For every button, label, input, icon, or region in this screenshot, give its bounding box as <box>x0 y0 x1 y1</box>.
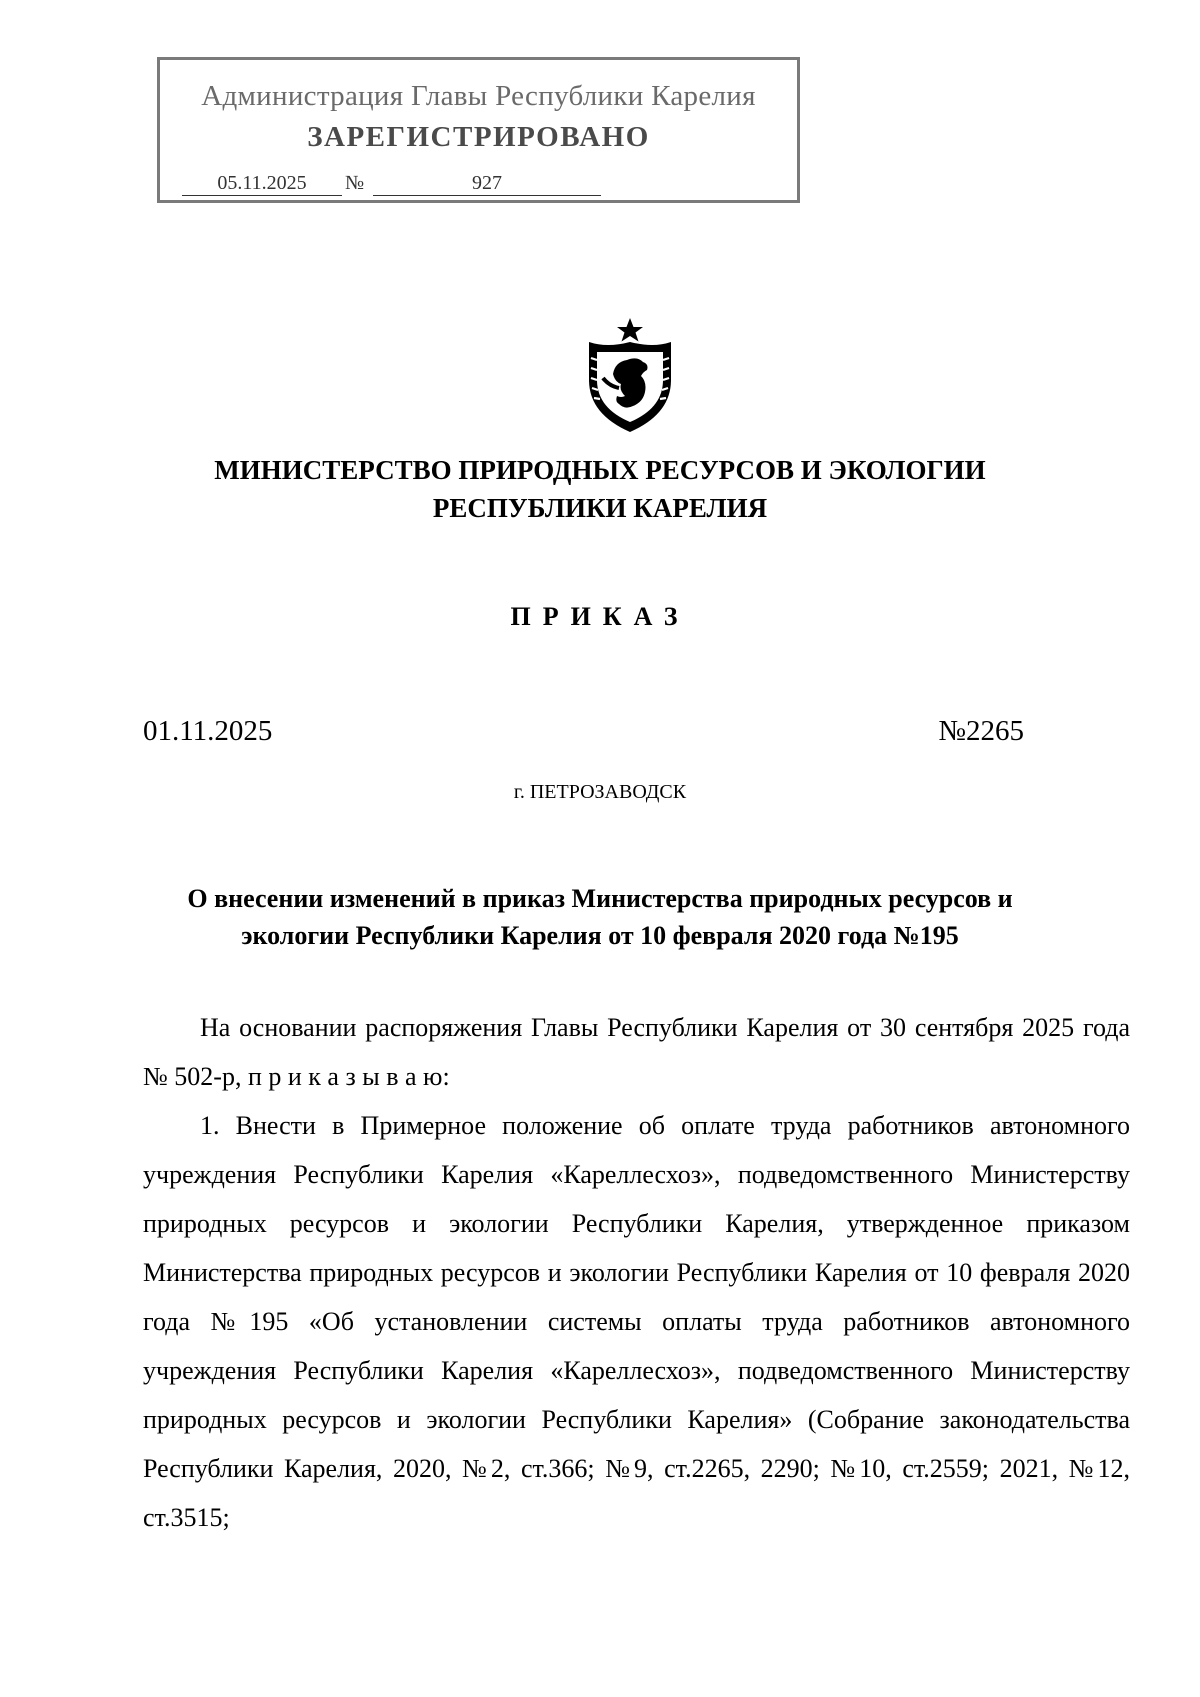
document-type: ПРИКАЗ <box>510 602 690 631</box>
stamp-number: 927 <box>373 172 601 196</box>
body-paragraph-1-block <box>143 1003 1130 1101</box>
stamp-title: Администрация Главы Республики Карелия <box>201 80 756 112</box>
order-date: 01.11.2025 <box>143 715 273 747</box>
city: г. ПЕТРОЗАВОДСК <box>513 781 687 803</box>
subject-line-1: О внесении изменений в приказ Министерства природных ресурсов и <box>187 884 1013 913</box>
stamp-date: 05.11.2025 <box>182 172 342 196</box>
ministry-line-1: МИНИСТЕРСТВО ПРИРОДНЫХ РЕСУРСОВ И ЭКОЛОГИИ <box>214 455 986 485</box>
subject-line-2: экологии Республики Карелия от 10 февраля 2020 года №195 <box>241 921 959 950</box>
karelia-coat-of-arms-icon <box>585 318 675 434</box>
stamp-status: ЗАРЕГИСТРИРОВАНО <box>307 121 650 153</box>
body-paragraph-2: 1. Внести в Примерное положение об оплате труда работников автономного учреждения Республики Карелия «Кареллесхоз», подведомственного Министерству природных ресурсов и экологии Республики Карелия, утвержденное приказом Министерства природных ресурсов и экологии Республики Карелия от 10 февраля 2020 года №195 «Об установлении системы оплаты труда работников автономного учреждения Республики Карелия «Кареллесхоз», подведомственного Министерству природных ресурсов и экологии Республики Карелия» (Собрание законодательства Республики Карелия, 2020, №2, ст.366; №9, ст.2265, 2290; №10, ст.2559; 2021, №12, ст.3515; <box>143 1111 1130 1532</box>
order-subject <box>0 880 1200 954</box>
stamp-number-sign: № <box>345 172 365 194</box>
body-paragraph-1: На основании распоряжения Главы Республики Карелия от 30 сентября 2025 года № 502-р, п р и к а з ы в а ю: <box>143 1013 1130 1091</box>
ministry-name <box>0 451 1200 527</box>
registration-stamp <box>157 57 800 203</box>
body-paragraph-2-block <box>143 1101 1130 1542</box>
ministry-line-2: РЕСПУБЛИКИ КАРЕЛИЯ <box>432 493 768 523</box>
order-number: №2265 <box>938 715 1024 747</box>
